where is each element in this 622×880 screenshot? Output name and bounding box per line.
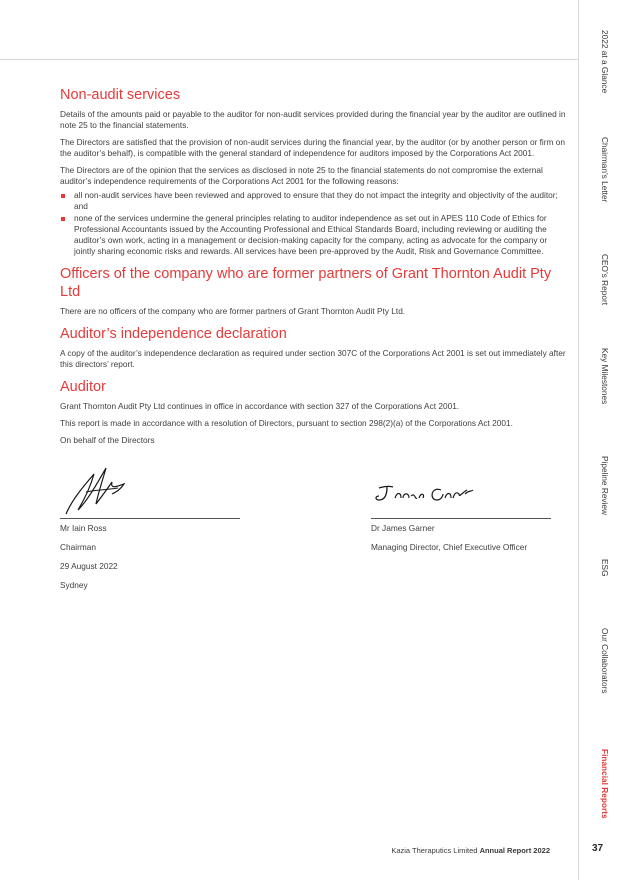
footer-company: Kazia Theraputics Limited: [391, 846, 478, 855]
signature-block-chairman: [60, 460, 240, 599]
signature-line: [371, 518, 551, 519]
bullet-icon: [61, 217, 65, 221]
section-tabs: [579, 0, 622, 880]
signature-line: [60, 518, 240, 519]
signatory-title: Chairman: [60, 542, 96, 552]
handwritten-signature-icon: [60, 460, 140, 518]
signing-place: Sydney: [60, 580, 88, 590]
heading-officers: Officers of the company who are former partners of Grant Thornton Audit Pty Ltd: [60, 266, 552, 300]
heading-auditor: Auditor: [60, 379, 106, 395]
tab-chairmans-letter[interactable]: Chairman’s Letter: [600, 137, 610, 203]
bullet-icon: [61, 194, 65, 198]
heading-independence-declaration: Auditor’s independence declaration: [60, 326, 287, 342]
page-footer: [391, 846, 550, 855]
signatory-name: Mr Iain Ross: [60, 523, 107, 533]
section-auditor: [60, 378, 566, 446]
paragraph: On behalf of the Directors: [60, 435, 155, 445]
paragraph: This report is made in accordance with a resolution of Directors, pursuant to section 298(2)(a) of the Corporations Act 2001.: [60, 418, 513, 428]
tab-2022-at-a-glance[interactable]: 2022 at a Glance: [600, 30, 610, 94]
paragraph: There are no officers of the company who are former partners of Grant Thornton Audit Pty Ltd.: [60, 306, 406, 316]
section-declaration: [60, 325, 566, 370]
section-officers: [60, 265, 566, 317]
heading-non-audit-services: Non-audit services: [60, 87, 181, 103]
signatory-name: Dr James Garner: [371, 523, 435, 533]
signatory-title: Managing Director, Chief Executive Officer: [371, 542, 528, 552]
page-number: 37: [592, 843, 604, 854]
reasons-list: [60, 190, 566, 257]
tab-pipeline-review[interactable]: Pipeline Review: [600, 456, 610, 516]
paragraph: The Directors are satisfied that the provision of non-audit services during the financial year, by the auditor (or by another person or firm on the auditor’s behalf), is compatible with the general standard of independence for auditors imposed by the Corporations Act 2001.: [60, 137, 565, 158]
tab-ceos-report[interactable]: CEO’s Report: [600, 254, 610, 306]
tab-financial-reports[interactable]: Financial Reports: [600, 749, 610, 819]
list-item: none of the services undermine the general principles relating to auditor independence as set out in APES 110 Code of Ethics for Professional Accountants issued by the Accounting Professional and Ethical Standards Board, including reviewing or auditing the auditor’s own work, acting in a management or decision-making capacity for the company, acting as advocate for the company or jointly sharing economic risks and rewards. All services have been pre-approved by the Audit, Risk and Governance Committee.: [60, 213, 566, 257]
paragraph: Details of the amounts paid or payable to the auditor for non-audit services provided during the financial year by the auditor are outlined in note 25 to the financial statements.: [60, 109, 566, 130]
top-divider: [0, 59, 578, 60]
footer-report: Annual Report 2022: [479, 846, 550, 855]
signature-block-ceo: [371, 460, 551, 561]
paragraph: The Directors are of the opinion that the services as disclosed in note 25 to the financial statements do not compromise the external auditor’s independence requirements of the Corporations Act 2001 for the following reasons:: [60, 165, 543, 186]
tab-our-collaborators[interactable]: Our Collaborators: [600, 628, 610, 694]
signature-ceo: [371, 460, 551, 518]
signing-date: 29 August 2022: [60, 561, 118, 571]
handwritten-signature-icon: [371, 460, 481, 518]
paragraph: A copy of the auditor’s independence declaration as required under section 307C of the Corporations Act 2001 is set out immediately after this directors’ report.: [60, 348, 566, 369]
tab-key-milestones[interactable]: Key Milestones: [600, 348, 610, 405]
report-body: [60, 86, 566, 452]
signature-chairman: [60, 460, 240, 518]
paragraph: Grant Thornton Audit Pty Ltd continues in office in accordance with section 327 of the Corporations Act 2001.: [60, 401, 460, 411]
list-item: all non-audit services have been reviewed and approved to ensure that they do not impact the integrity and objectivity of the auditor; and: [60, 190, 566, 212]
tab-esg[interactable]: ESG: [600, 559, 610, 577]
